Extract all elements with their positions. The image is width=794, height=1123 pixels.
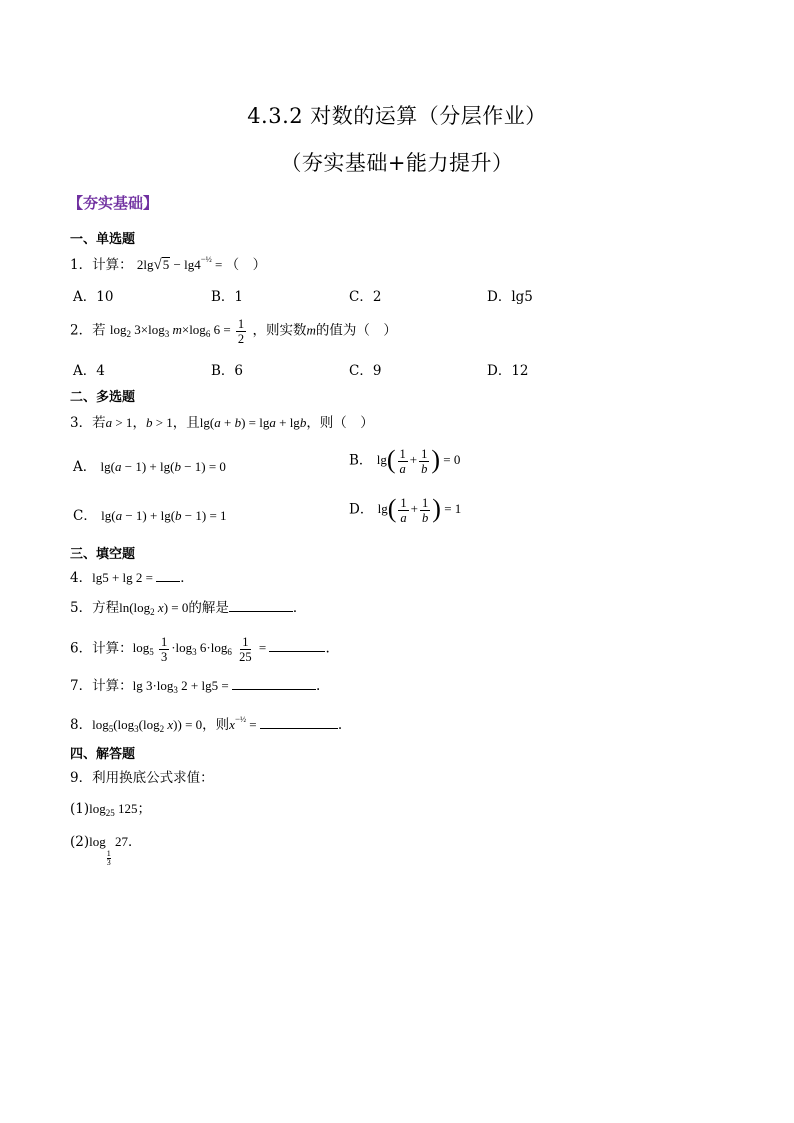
question-6-prefix: 6．计算： (70, 640, 133, 657)
page-title: 4.3.2 对数的运算（分层作业） (247, 104, 547, 128)
question-3 (70, 413, 374, 433)
question-2-middle: ，则实数 (252, 322, 307, 339)
question-7 (70, 676, 320, 700)
question-2-option-a[interactable]: A．4 (73, 363, 105, 379)
question-6-blank[interactable] (269, 639, 325, 652)
question-8-blank[interactable] (260, 716, 338, 729)
question-1-prefix: 1．计算： (70, 257, 133, 273)
question-2-suffix: 的值为（ ） (315, 322, 397, 339)
question-1-option-a[interactable]: A．10 (73, 289, 114, 305)
question-3-prefix: 3．若 (70, 415, 106, 431)
question-9-part-1-formula: $\log_{25} 125$ (89, 801, 138, 818)
heading-fill-blank: 三、填空题 (70, 547, 136, 562)
question-2-option-b[interactable]: B．6 (211, 363, 244, 379)
question-2-option-d[interactable]: D．12 (487, 363, 529, 379)
question-8-formula: $\log_5(\log_3(\log_2$ x)) = 0 (92, 717, 203, 734)
question-9-part-2-suffix: ． (128, 834, 142, 850)
question-1-suffix: （ ） (225, 257, 267, 273)
question-9-prompt: 9．利用换底公式求值： (70, 770, 214, 786)
question-1-option-b[interactable]: B．1 (211, 289, 244, 305)
question-9-part-1-suffix: ； (137, 801, 151, 817)
question-7-end: . (315, 678, 321, 694)
question-5-formula: $\ln(\log_2$ x) = 0 (119, 600, 189, 617)
question-1-option-c[interactable]: C．2 (349, 289, 382, 305)
question-6-end: . (325, 640, 330, 657)
question-3-sep-1: ， (132, 415, 146, 431)
section-label: 【夯实基础】 (68, 194, 159, 212)
question-9-part-1 (70, 799, 151, 823)
question-3-cond-b: b > 1 (145, 415, 173, 430)
question-3-option-b-label: B． (349, 452, 373, 469)
question-7-prefix: 7．计算： (70, 678, 133, 694)
question-9-part-2 (70, 832, 142, 867)
question-6-formula: $\log_5$ $\frac{1}{3}$ $\cdot\log_3$ $6\cdot\log_6$ $\frac{1}{25}$ = (132, 635, 270, 664)
question-3-suffix: ，则（ ） (306, 415, 374, 431)
question-1-option-d[interactable]: D．lg5 (487, 289, 533, 305)
question-5-blank[interactable] (229, 599, 293, 612)
question-3-condition: lg(a + b) = lga + lgb (199, 415, 307, 430)
question-2-prefix: 2．若 (70, 322, 106, 339)
question-8-end: . (337, 717, 343, 733)
question-4-formula: lg5 + lg 2 = (92, 570, 157, 585)
question-4-blank[interactable] (156, 569, 180, 582)
question-3-option-b[interactable] (349, 447, 460, 476)
question-8-prefix: 8． (70, 717, 93, 733)
question-2 (70, 317, 397, 346)
question-3-option-c-formula: lg(a − 1) + lg(b − 1) = 1 (101, 508, 227, 523)
question-5 (70, 598, 306, 622)
heading-single-choice: 一、单选题 (70, 232, 136, 247)
question-1-formula: $2\lg√5 - \lg 4^{-\frac{1}{2}}$ = (136, 254, 226, 273)
question-8 (70, 709, 342, 739)
question-4-suffix: ． (180, 570, 194, 586)
question-6 (70, 635, 330, 664)
question-9-part-2-formula: log $\frac{1}{3}$ 27 (89, 834, 128, 867)
question-2-option-c[interactable]: C．9 (349, 363, 382, 379)
question-3-option-d[interactable] (349, 496, 461, 525)
question-1 (70, 249, 266, 275)
heading-multi-choice: 二、多选题 (70, 390, 136, 405)
question-3-option-a-formula: lg(a − 1) + lg(b − 1) = 0 (100, 459, 226, 474)
question-3-sep-2: ，且 (172, 415, 200, 431)
question-9-part-1-prefix: (1) (70, 801, 90, 817)
question-9-part-2-prefix: (2) (70, 834, 90, 850)
question-2-formula: $\log_2 3\times\log_3$ $m\times\log_6$ 6 = $\frac{1}{2}$ (109, 317, 245, 346)
question-8-expression: $x^{-\frac{1}{2}}$ = (229, 714, 260, 732)
question-5-suffix: 的解是 (188, 600, 229, 616)
question-7-formula: $\lg 3\cdot\log_3$ 2 + lg5 = (132, 678, 232, 695)
question-3-option-c[interactable] (73, 504, 227, 524)
question-5-prefix: 5．方程 (70, 600, 120, 616)
question-8-mid: ，则 (202, 717, 230, 733)
question-3-option-d-label: D． (349, 501, 374, 518)
question-3-option-d-formula: lg( $\frac{1}{a}$ + $\frac{1}{b}$ ) = 1 (377, 494, 462, 525)
question-3-option-c-label: C． (73, 508, 97, 524)
question-4-prefix: 4． (70, 570, 93, 586)
question-3-option-b-formula: lg( $\frac{1}{a}$ + $\frac{1}{b}$ ) = 0 (376, 445, 461, 476)
heading-solve: 四、解答题 (70, 747, 136, 762)
question-2-variable: m (306, 322, 316, 338)
question-5-end: ． (292, 600, 307, 616)
question-4 (70, 568, 194, 588)
question-3-option-a[interactable] (73, 455, 226, 475)
page-subtitle: （夯实基础+能力提升） (280, 151, 514, 175)
question-3-option-a-label: A． (73, 459, 97, 475)
question-3-cond-a: a > 1 (105, 415, 133, 430)
question-7-blank[interactable] (232, 677, 316, 690)
